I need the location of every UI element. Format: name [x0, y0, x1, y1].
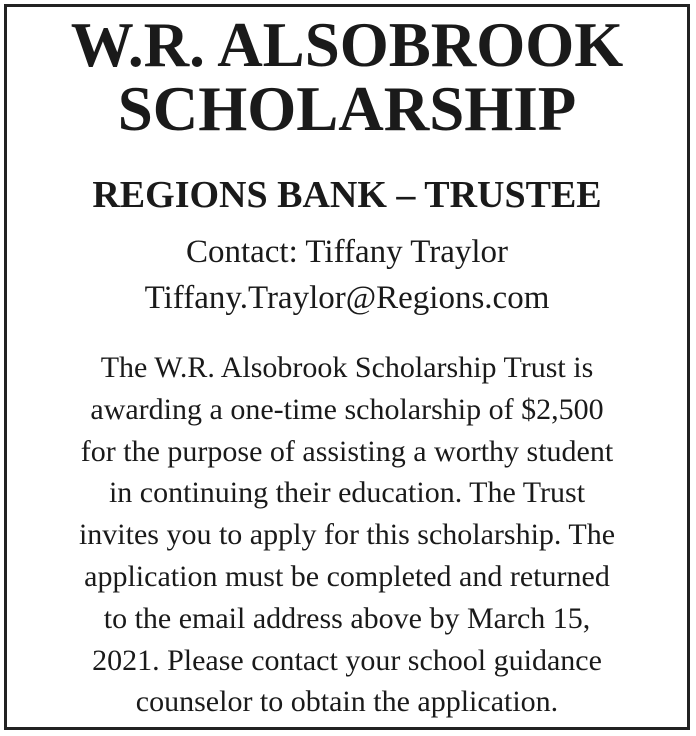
body-line: The W.R. Alsobrook Scholarship Trust is	[100, 351, 594, 384]
body-line: invites you to apply for this scholarship. The	[78, 518, 616, 552]
title-line-1: W.R. ALSOBROOK	[70, 10, 624, 80]
ad-title	[7, 10, 687, 144]
contact-block	[7, 229, 687, 321]
announcement-body	[13, 347, 681, 723]
contact-email: Tiffany.Traylor@Regions.com	[144, 280, 550, 316]
contact-name: Contact: Tiffany Traylor	[185, 234, 509, 270]
scholarship-ad	[4, 4, 690, 730]
trustee-heading: REGIONS BANK – TRUSTEE	[92, 174, 602, 216]
title-line-2: SCHOLARSHIP	[117, 74, 577, 144]
body-line: to the email address above by March 15,	[103, 601, 591, 635]
body-line: counselor to obtain the application.	[135, 685, 559, 719]
body-line: in continuing their education. The Trust	[108, 476, 586, 510]
body-line: application must be completed and returned	[84, 559, 610, 593]
body-line: awarding a one-time scholarship of $2,500	[90, 392, 604, 426]
body-line: for the purpose of assisting a worthy student	[80, 434, 614, 468]
body-line: 2021. Please contact your school guidance	[92, 643, 602, 677]
